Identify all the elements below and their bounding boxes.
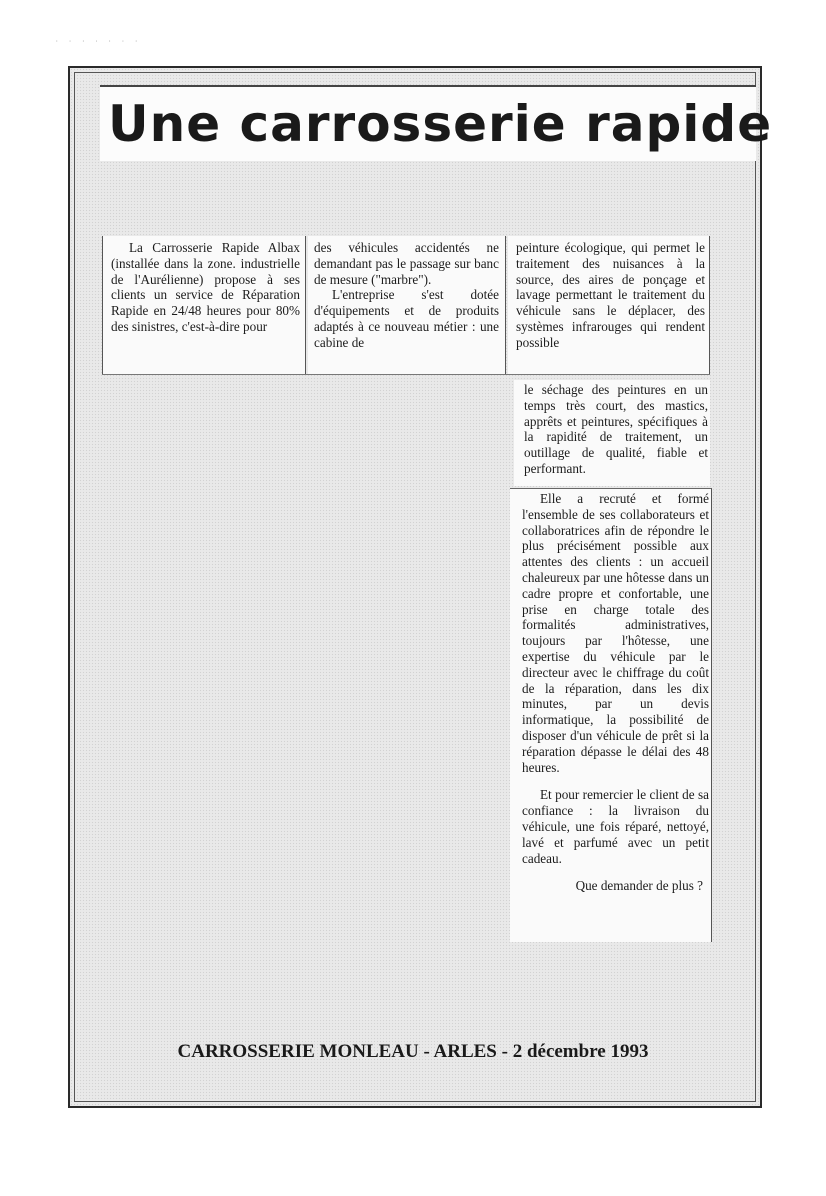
column-2-paragraph-2: L'entreprise s'est dotée d'équipements et de produits adaptés à ce nouveau métier : une cabine de [314, 287, 499, 350]
article-column-3 [508, 236, 710, 374]
article-column-1 [102, 236, 306, 374]
column-5-paragraph-2: Et pour remercier le client de sa confiance : la livraison du véhicule, une fois réparé, nettoyé, lavé et parfumé avec un petit cadeau. [522, 787, 709, 866]
column-3-text: peinture écologique, qui permet le traitement des nuisances à la source, des aires de ponçage et lavage permettant le traitement du véhicule sans le déplacer, des systèmes infrarouges qui rendent possible [516, 240, 705, 350]
article-column-5 [510, 488, 712, 942]
column-bottom-rule [102, 374, 710, 375]
column-2-paragraph-1: des véhicules accidentés ne demandant pas le passage sur banc de mesure ("marbre"). [314, 240, 499, 287]
column-5-closing-line: Que demander de plus ? [575, 878, 703, 894]
article-column-4 [514, 380, 710, 486]
column-5-paragraph-1: Elle a recruté et formé l'ensemble de ses collaborateurs et collaboratrices afin de répondre le plus précisément possible aux attentes des clients : un accueil chaleureux par une hôtesse dans un cadre propre et confortable, une prise en charge totale des formalités administratives, toujours par l'hôtesse, une expertise du véhicule par le directeur avec le chiffrage du coût de la réparation, dans les dix minutes, par un devis informatique, la possibilité de disposer d'un véhicule de prêt si la réparation dépasse le délai des 48 heures. [522, 491, 709, 775]
column-1-text: La Carrosserie Rapide Albax (installée dans la zone. industrielle de l'Aurélienne) propose à ses clients un service de Réparation Rapide en 24/48 heures pour 80% des sinistres, c'est-à-dire pour [111, 240, 300, 334]
headline: Une carrosserie rapide [108, 95, 773, 153]
column-4-text: le séchage des peintures en un temps très court, des mastics, apprêts et peintures, spécifiques à la rapidité de traitement, un outillage de qualité, fiable et performant. [524, 382, 708, 476]
scan-noise: · · · · · · · [55, 38, 141, 45]
source-caption: CARROSSERIE MONLEAU - ARLES - 2 décembre 1993 [177, 1041, 649, 1062]
article-column-2 [308, 236, 506, 374]
headline-box [100, 85, 773, 161]
